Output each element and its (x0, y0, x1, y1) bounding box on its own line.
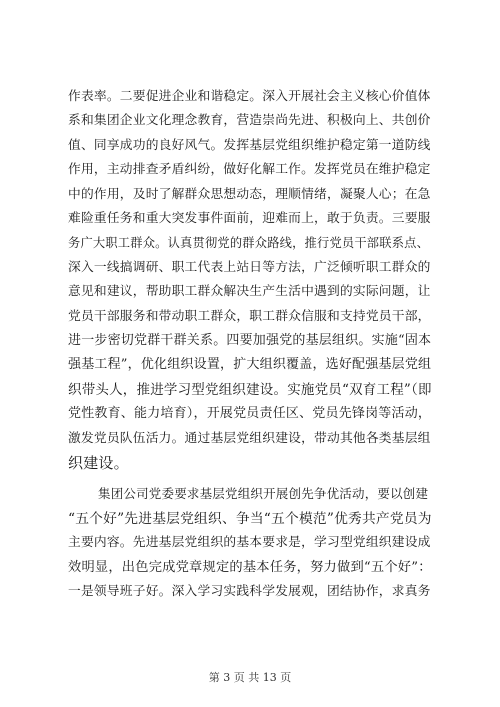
text-line: 一是领导班子好。深入学习实践科学发展观，团结协作，求真务 (68, 584, 431, 600)
text-line: 值、同享成功的良好风气。发挥基层党组织维护稳定第一道防线 (68, 137, 431, 153)
text-line: 党员干部服务和带动职工群众，职工群众信服和支持党员干部， (68, 308, 431, 324)
text-line: 务广大职工群众。认真贯彻党的群众路线，推行党员干部联系点、 (68, 236, 430, 251)
text-line: 效明显，出色完成党章规定的基本任务，努力做到“五个好”： (68, 559, 432, 575)
text-line: 系和集团企业文化理念教育，营造崇尚先进、积极向上、共创价 (68, 113, 431, 129)
text-line: 强基工程”，优化组织设置，扩大组织覆盖，选好配强基层党组 (68, 357, 432, 373)
text-line: 织建设。 (68, 454, 129, 472)
text-line: 进一步密切党群干群关系。四要加强党的基层组织。实施“固本 (68, 333, 432, 348)
text-line: 意见和建议，帮助职工群众解决生产生活中遇到的实际问题，让 (68, 284, 431, 300)
page-footer: 第 3 页 共 13 页 (208, 671, 292, 684)
text-line: 中的作用，及时了解群众思想动态，理顺情绪，凝聚人心；在急 (68, 186, 431, 202)
text-line: 作用，主动排查矛盾纠纷，做好化解工作。发挥党员在维护稳定 (68, 162, 431, 178)
text-line: 深入一线搞调研、职工代表上站日等方法，广泛倾听职工群众的 (68, 259, 431, 275)
text-line: 难险重任务和重大突发事件面前，迎难而上，敢于负责。三要服 (68, 211, 431, 226)
text-line: 作表率。二要促进企业和谐稳定。深入开展社会主义核心价值体 (68, 89, 431, 104)
text-line: 织带头人，推进学习型党组织建设。实施党员“双育工程”（即 (68, 381, 432, 398)
text-line: 激发党员队伍活力。通过基层党组织建设，带动其他各类基层组 (68, 430, 431, 446)
text-line: 党性教育、能力培育），开展党员责任区、党员先锋岗等活动， (68, 406, 432, 422)
text-line: “五个好”先进基层党组织、争当“五个模范”优秀共产党员为 (68, 510, 432, 527)
text-line: 主要内容。先进基层党组织的基本要求是，学习型党组织建设成 (68, 535, 431, 551)
text-line: 集团公司党委要求基层党组织开展创先争优活动，要以创建 (98, 486, 429, 501)
